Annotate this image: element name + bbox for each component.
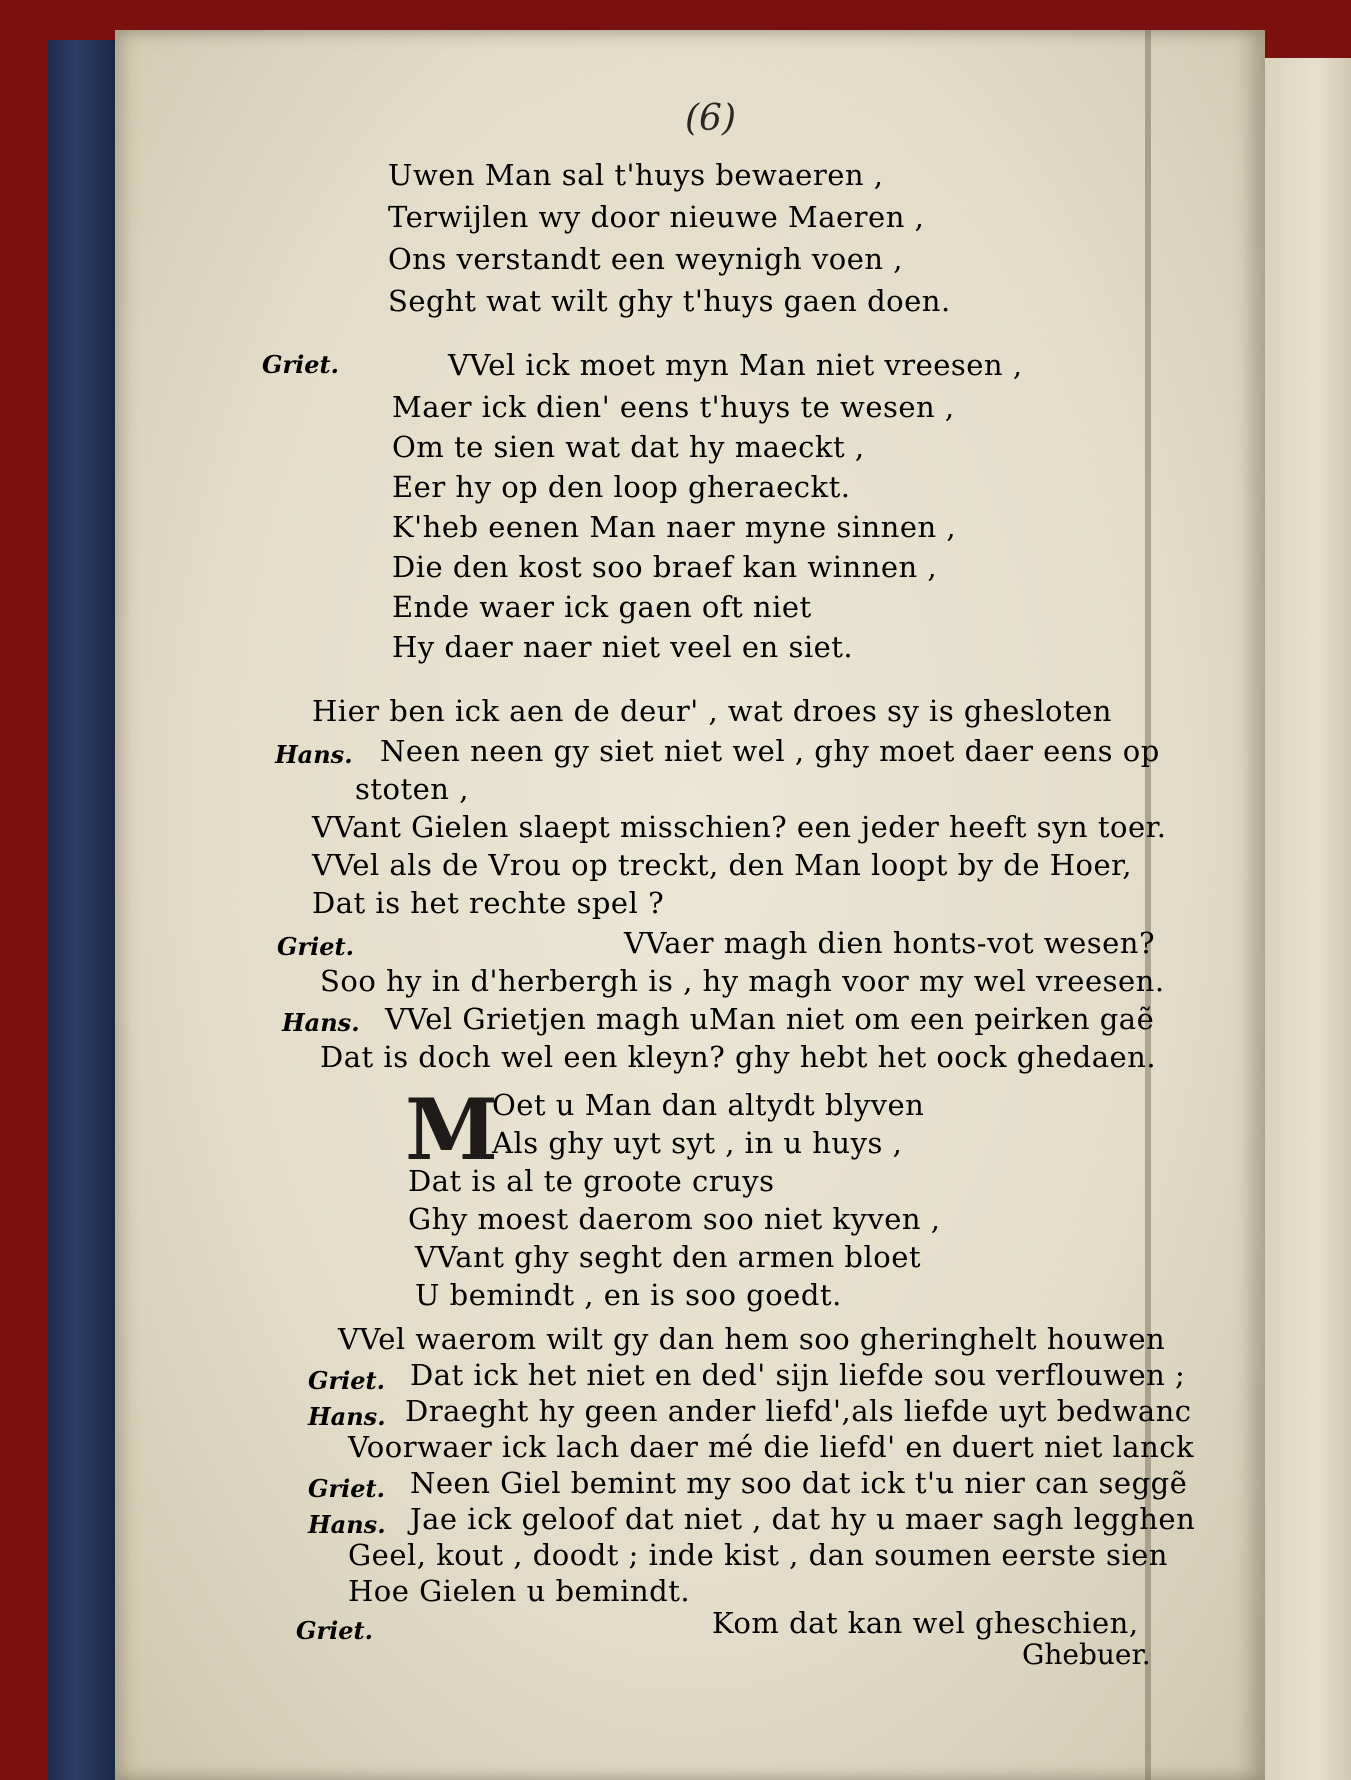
dialogue-line: Dat is het rechte spel ?: [312, 886, 665, 920]
verse-line: Eer hy op den loop gheraeckt.: [392, 470, 851, 504]
verse-line: K'heb eenen Man naer myne sinnen ,: [392, 510, 957, 544]
dialogue-line: Neen neen gy siet niet wel , ghy moet daer eens op: [380, 734, 1160, 768]
dialogue-line: Hoe Gielen u bemindt.: [348, 1574, 691, 1608]
verse-line: VVel ick moet myn Man niet vreesen ,: [448, 348, 1023, 382]
song-line: U bemindt , en is soo goedt.: [415, 1278, 842, 1312]
song-line: Dat is al te groote cruys: [408, 1164, 775, 1198]
song-line: Oet u Man dan altydt blyven: [492, 1088, 925, 1122]
speaker-label-hans: Hans.: [282, 1008, 360, 1037]
dialogue-line: Dat ick het niet en ded' sijn liefde sou verflouwen ;: [410, 1358, 1186, 1392]
dialogue-line: Neen Giel bemint my soo dat ick t'u nier can seggẽ: [410, 1466, 1188, 1500]
dialogue-line: stoten ,: [355, 772, 469, 806]
dialogue-line: VVaer magh dien honts-vot wesen?: [624, 926, 1156, 960]
speaker-label-griet: Griet.: [308, 1474, 385, 1503]
dialogue-line: Voorwaer ick lach daer mé die liefd' en duert niet lanck: [348, 1430, 1195, 1464]
page-number: (6): [685, 98, 736, 139]
verse-line: Seght wat wilt ghy t'huys gaen doen.: [388, 284, 951, 318]
speaker-label-hans: Hans.: [308, 1510, 386, 1539]
dialogue-line: VVel Grietjen magh uMan niet om een peirken gaẽ: [385, 1002, 1155, 1036]
verse-line: Terwijlen wy door nieuwe Maeren ,: [388, 200, 925, 234]
speaker-label-griet: Griet.: [262, 350, 339, 379]
facing-page-edge: [1258, 58, 1351, 1780]
speaker-label-griet: Griet.: [296, 1616, 373, 1645]
catchword: Ghebuer.: [1022, 1638, 1151, 1671]
dialogue-line: VVel waerom wilt gy dan hem soo gheringhelt houwen: [338, 1322, 1166, 1356]
speaker-label-griet: Griet.: [308, 1366, 385, 1395]
dialogue-line: Kom dat kan wel gheschien,: [712, 1606, 1139, 1640]
verse-line: Ende waer ick gaen oft niet: [392, 590, 812, 624]
dialogue-line: Geel, kout , doodt ; inde kist , dan soumen eerste sien: [348, 1538, 1168, 1572]
dialogue-line: Soo hy in d'herbergh is , hy magh voor my wel vreesen.: [320, 964, 1165, 998]
drop-cap-letter: M: [405, 1080, 498, 1179]
verse-line: Maer ick dien' eens t'huys te wesen ,: [392, 390, 955, 424]
verse-line: Uwen Man sal t'huys bewaeren ,: [388, 158, 884, 192]
song-line: VVant ghy seght den armen bloet: [415, 1240, 922, 1274]
speaker-label-griet: Griet.: [277, 932, 354, 961]
dialogue-line: Dat is doch wel een kleyn? ghy hebt het oock ghedaen.: [320, 1040, 1157, 1074]
dialogue-line: Draeght hy geen ander liefd',als liefde uyt bedwanc: [405, 1394, 1192, 1428]
book-spine-binding: [48, 40, 118, 1780]
verse-line: Die den kost soo braef kan winnen ,: [392, 550, 938, 584]
verse-line: Om te sien wat dat hy maeckt ,: [392, 430, 865, 464]
dialogue-line: VVant Gielen slaept misschien? een jeder heeft syn toer.: [312, 810, 1167, 844]
dialogue-line: VVel als de Vrou op treckt, den Man loopt by de Hoer,: [312, 848, 1133, 882]
speaker-label-hans: Hans.: [275, 740, 353, 769]
dialogue-line: Hier ben ick aen de deur' , wat droes sy is ghesloten: [312, 694, 1112, 728]
song-line: Als ghy uyt syt , in u huys ,: [492, 1126, 903, 1160]
verse-line: Ons verstandt een weynigh voen ,: [388, 242, 904, 276]
verse-line: Hy daer naer niet veel en siet.: [392, 630, 854, 664]
speaker-label-hans: Hans.: [308, 1402, 386, 1431]
dialogue-line: Jae ick geloof dat niet , dat hy u maer sagh legghen: [410, 1502, 1196, 1536]
song-line: Ghy moest daerom soo niet kyven ,: [408, 1202, 941, 1236]
